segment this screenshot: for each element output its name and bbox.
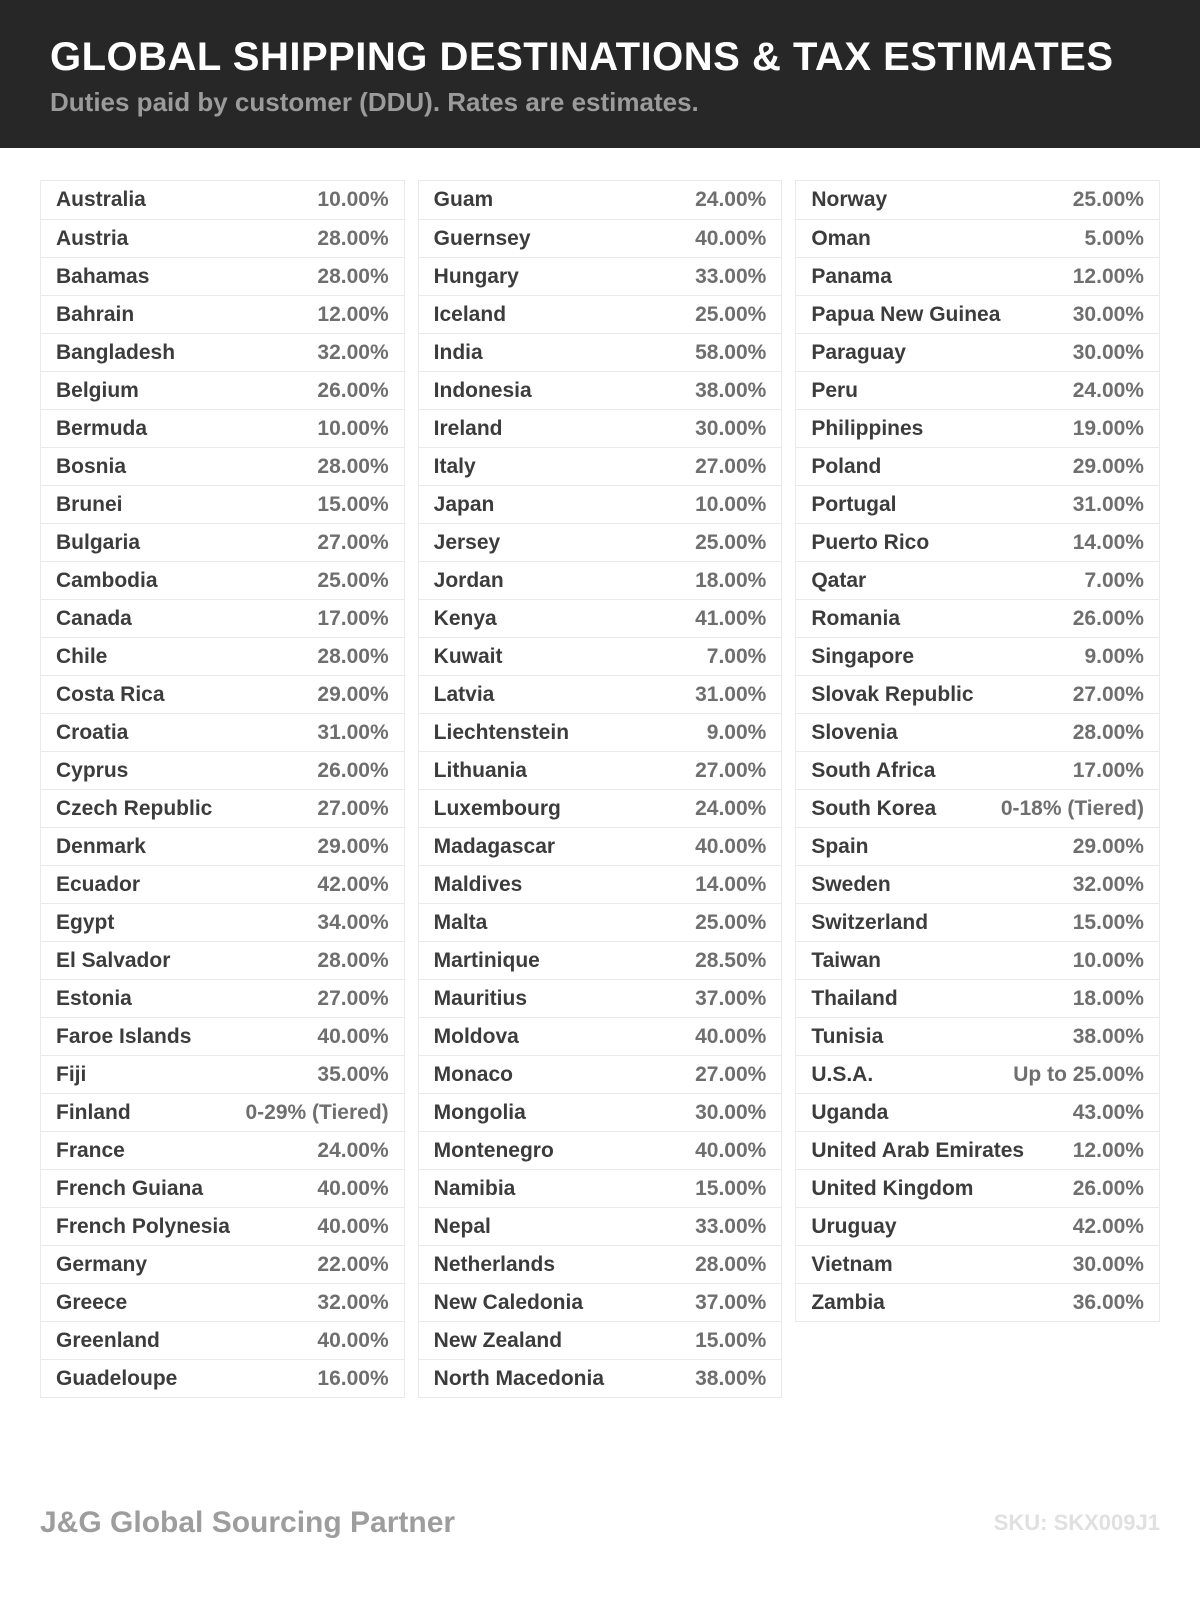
table-row [41,295,404,333]
table-row [419,1017,782,1055]
tax-rate: 27.00% [317,796,389,820]
tax-rate: 24.00% [317,1138,389,1162]
tax-rate: 27.00% [317,530,389,554]
tax-rate: 15.00% [1072,910,1144,934]
table-row [41,485,404,523]
tax-rate: 40.00% [695,834,767,858]
country-name: Oman [811,226,871,250]
tax-rate: 15.00% [317,492,389,516]
tax-rate: 10.00% [317,416,389,440]
table-row [796,789,1159,827]
table-row [419,181,782,219]
tax-rate: 30.00% [695,1100,767,1124]
table-row [41,827,404,865]
tax-rate: 33.00% [695,264,767,288]
country-name: Moldova [433,1024,519,1048]
table-row [41,523,404,561]
country-name: Bahrain [56,302,135,326]
country-name: Egypt [56,910,115,934]
tax-rate: 36.00% [1072,1290,1144,1314]
table-row [419,751,782,789]
country-name: Denmark [56,834,146,858]
table-row [41,561,404,599]
tax-rate: 31.00% [317,720,389,744]
table-row [41,713,404,751]
tax-rate: 28.00% [317,226,389,250]
country-name: Switzerland [811,910,929,934]
country-name: Estonia [56,986,132,1010]
country-name: United Kingdom [811,1176,974,1200]
table-row [419,827,782,865]
table-column-3 [795,180,1160,1322]
tax-rate: 14.00% [1072,530,1144,554]
country-name: Kenya [433,606,497,630]
country-name: Greece [56,1290,128,1314]
tax-rate: 40.00% [317,1024,389,1048]
country-name: Panama [811,264,892,288]
tax-rate: 27.00% [317,986,389,1010]
tax-rate: 29.00% [1072,454,1144,478]
table-row [796,865,1159,903]
country-name: Jordan [433,568,504,592]
table-row [796,371,1159,409]
tax-rate: 28.00% [695,1252,767,1276]
tax-rate: 16.00% [317,1366,389,1390]
country-name: Bangladesh [56,340,176,364]
tax-rate: 17.00% [1072,758,1144,782]
country-name: Singapore [811,644,915,668]
table-row [419,523,782,561]
country-name: Hungary [433,264,519,288]
country-name: Bulgaria [56,530,141,554]
tax-rate: 31.00% [1072,492,1144,516]
table-row [41,1131,404,1169]
country-name: Cyprus [56,758,129,782]
country-name: Guam [433,188,494,211]
tax-rate: 28.00% [317,264,389,288]
table-row [796,257,1159,295]
tax-rate: 32.00% [1072,872,1144,896]
country-name: Madagascar [433,834,556,858]
country-name: French Polynesia [56,1214,230,1238]
tax-rate: 40.00% [695,226,767,250]
tax-rate: 29.00% [317,682,389,706]
country-name: Canada [56,606,132,630]
table-row [796,447,1159,485]
table-row [41,865,404,903]
tax-rate: 43.00% [1072,1100,1144,1124]
country-name: India [433,340,483,364]
table-row [41,675,404,713]
tax-rate: 28.00% [317,644,389,668]
country-name: Chile [56,644,108,668]
table-row [796,1283,1159,1321]
country-name: Peru [811,378,859,402]
table-row [419,1131,782,1169]
table-row [796,637,1159,675]
table-row [419,1321,782,1359]
tax-rate: 12.00% [1072,1138,1144,1162]
table-row [419,789,782,827]
tax-rate: 30.00% [1072,340,1144,364]
tax-rate: 24.00% [1072,378,1144,402]
table-row [796,599,1159,637]
table-row [419,637,782,675]
table-row [419,941,782,979]
country-name: Fiji [56,1062,87,1086]
country-name: Philippines [811,416,924,440]
tax-rate: 30.00% [1072,302,1144,326]
tax-rate: 10.00% [695,492,767,516]
table-row [41,181,404,219]
table-row [419,903,782,941]
tax-rate: 25.00% [695,910,767,934]
country-name: Papua New Guinea [811,302,1001,326]
country-name: New Zealand [433,1328,563,1352]
tax-rate: 14.00% [695,872,767,896]
tax-rate: 0-29% (Tiered) [245,1100,389,1124]
table-row [41,447,404,485]
tax-rate: 15.00% [695,1328,767,1352]
tax-rate: 30.00% [695,416,767,440]
country-name: Costa Rica [56,682,165,706]
table-row [796,1169,1159,1207]
tax-rate: 37.00% [695,1290,767,1314]
country-name: Uganda [811,1100,889,1124]
country-name: Brunei [56,492,123,516]
table-row [796,1093,1159,1131]
country-name: South Korea [811,796,937,820]
tax-rate: 26.00% [317,758,389,782]
country-name: Thailand [811,986,898,1010]
tax-rate: 28.00% [317,948,389,972]
table-row [41,257,404,295]
page-subtitle: Duties paid by customer (DDU). Rates are estimates. [50,87,699,117]
table-row [419,295,782,333]
table-row [796,485,1159,523]
table-row [41,1321,404,1359]
country-name: Mauritius [433,986,527,1010]
table-row [419,409,782,447]
table-row [41,1283,404,1321]
table-row [796,523,1159,561]
tax-rate: 12.00% [1072,264,1144,288]
tax-rate: 10.00% [1072,948,1144,972]
tax-rate: 24.00% [695,796,767,820]
table-row [41,1207,404,1245]
table-row [796,979,1159,1017]
tax-rate: 29.00% [317,834,389,858]
table-row [796,1131,1159,1169]
tax-rate: 28.50% [695,948,767,972]
country-name: Vietnam [811,1252,893,1276]
tax-rate: 38.00% [695,378,767,402]
table-row [796,295,1159,333]
table-row [419,713,782,751]
table-row [419,865,782,903]
country-name: Austria [56,226,129,250]
country-name: Croatia [56,720,129,744]
tax-rate: 19.00% [1072,416,1144,440]
table-row [41,979,404,1017]
tax-rate: 28.00% [1072,720,1144,744]
table-row [796,941,1159,979]
tax-rate: 25.00% [695,302,767,326]
country-name: French Guiana [56,1176,204,1200]
tax-rate: 18.00% [695,568,767,592]
table-row [796,1207,1159,1245]
tax-rate: 35.00% [317,1062,389,1086]
table-row [419,979,782,1017]
table-row [796,751,1159,789]
country-name: Zambia [811,1290,885,1314]
table-row [796,1055,1159,1093]
country-name: Belgium [56,378,139,402]
country-name: Poland [811,454,882,478]
table-row [796,1245,1159,1283]
tax-rate: 26.00% [1072,606,1144,630]
table-row [419,1055,782,1093]
table-column-1 [40,180,405,1398]
table-row [796,827,1159,865]
table-row [419,333,782,371]
table-row [419,1169,782,1207]
country-name: Paraguay [811,340,906,364]
table-row [41,219,404,257]
country-name: Germany [56,1252,148,1276]
table-row [419,1245,782,1283]
tax-rate: 10.00% [317,188,389,211]
tax-rate: 27.00% [695,758,767,782]
country-name: United Arab Emirates [811,1138,1025,1162]
country-name: Indonesia [433,378,532,402]
tax-rate: 40.00% [317,1176,389,1200]
tax-rate: 34.00% [317,910,389,934]
country-name: New Caledonia [433,1290,584,1314]
table-row [419,561,782,599]
country-name: Sweden [811,872,891,896]
country-name: Tunisia [811,1024,884,1048]
country-name: Japan [433,492,495,516]
tax-rate: 40.00% [695,1138,767,1162]
tax-rate: 38.00% [1072,1024,1144,1048]
country-name: Romania [811,606,901,630]
table-row [796,333,1159,371]
country-name: Latvia [433,682,495,706]
tax-rate: 25.00% [1072,188,1144,211]
table-row [41,637,404,675]
tax-rate: 5.00% [1084,226,1144,250]
table-row [41,751,404,789]
table-row [419,485,782,523]
table-row [419,1359,782,1397]
country-name: Kuwait [433,644,503,668]
country-name: Italy [433,454,476,478]
country-name: Nepal [433,1214,491,1238]
tax-rate: 7.00% [706,644,767,668]
tax-rate: 26.00% [317,378,389,402]
country-name: South Africa [811,758,936,782]
country-name: Malta [433,910,488,934]
table-row [796,675,1159,713]
tax-rate: 9.00% [1084,644,1144,668]
tax-rate: 58.00% [695,340,767,364]
country-name: France [56,1138,125,1162]
country-name: El Salvador [56,948,171,972]
country-name: North Macedonia [433,1366,605,1390]
country-name: Mongolia [433,1100,526,1124]
country-name: U.S.A. [811,1062,874,1086]
country-name: Qatar [811,568,867,592]
country-name: Uruguay [811,1214,897,1238]
tax-rate: 12.00% [317,302,389,326]
tax-rate: 26.00% [1072,1176,1144,1200]
table-row [41,409,404,447]
tax-rate: 41.00% [695,606,767,630]
tax-rate: 27.00% [695,454,767,478]
table-row [41,371,404,409]
tax-rate: 30.00% [1072,1252,1144,1276]
country-name: Norway [811,188,888,211]
country-name: Martinique [433,948,540,972]
tax-rate: 40.00% [317,1214,389,1238]
table-row [41,903,404,941]
country-name: Bermuda [56,416,148,440]
tax-rate: 40.00% [695,1024,767,1048]
tax-rate: 42.00% [317,872,389,896]
tax-rate: 28.00% [317,454,389,478]
country-name: Ecuador [56,872,141,896]
brand-name: J&G Global Sourcing Partner [40,1506,456,1539]
tax-rate: 0-18% (Tiered) [1000,796,1144,820]
tax-rate: 24.00% [695,188,767,211]
country-name: Faroe Islands [56,1024,192,1048]
country-name: Netherlands [433,1252,556,1276]
country-name: Namibia [433,1176,516,1200]
country-name: Slovenia [811,720,898,744]
table-row [796,409,1159,447]
tax-rate: Up to 25.00% [1013,1062,1144,1086]
table-row [41,1245,404,1283]
tax-rate: 7.00% [1084,568,1144,592]
table-row [419,1093,782,1131]
tax-rate: 32.00% [317,1290,389,1314]
table-row [796,561,1159,599]
tax-rate: 27.00% [1072,682,1144,706]
table-row [419,447,782,485]
tax-rate: 25.00% [317,568,389,592]
table-row [796,181,1159,219]
page-header [0,0,1200,148]
page-footer [40,1506,1160,1540]
tax-rate: 22.00% [317,1252,389,1276]
tax-rate: 40.00% [317,1328,389,1352]
sku-label: SKU: SKX009J1 [993,1510,1160,1535]
table-row [419,1283,782,1321]
table-row [41,599,404,637]
country-name: Guernsey [433,226,531,250]
tax-rate: 15.00% [695,1176,767,1200]
table-row [41,1093,404,1131]
country-name: Slovak Republic [811,682,974,706]
table-row [41,1055,404,1093]
country-name: Ireland [433,416,503,440]
tax-rate-table [40,180,1160,1398]
tax-rate: 37.00% [695,986,767,1010]
tax-rate: 17.00% [317,606,389,630]
country-name: Lithuania [433,758,527,782]
country-name: Guadeloupe [56,1366,178,1390]
table-row [419,257,782,295]
table-row [419,219,782,257]
country-name: Iceland [433,302,507,326]
country-name: Portugal [811,492,897,516]
table-row [796,713,1159,751]
table-row [41,1169,404,1207]
table-row [41,1017,404,1055]
table-row [41,789,404,827]
country-name: Spain [811,834,869,858]
tax-rate: 25.00% [695,530,767,554]
table-row [41,941,404,979]
table-row [419,675,782,713]
country-name: Czech Republic [56,796,213,820]
table-row [796,219,1159,257]
table-column-2 [418,180,783,1398]
table-row [419,371,782,409]
tax-rate: 38.00% [695,1366,767,1390]
tax-rate: 9.00% [706,720,767,744]
country-name: Luxembourg [433,796,561,820]
tax-rate: 33.00% [695,1214,767,1238]
tax-rate: 18.00% [1072,986,1144,1010]
table-row [796,903,1159,941]
table-row [419,599,782,637]
country-name: Monaco [433,1062,513,1086]
country-name: Taiwan [811,948,881,972]
country-name: Liechtenstein [433,720,570,744]
country-name: Puerto Rico [811,530,930,554]
country-name: Cambodia [56,568,158,592]
country-name: Jersey [433,530,501,554]
country-name: Australia [56,188,146,211]
table-row [796,1017,1159,1055]
country-name: Bosnia [56,454,127,478]
tax-rate: 27.00% [695,1062,767,1086]
country-name: Greenland [56,1328,160,1352]
tax-rate: 42.00% [1072,1214,1144,1238]
table-row [41,1359,404,1397]
country-name: Maldives [433,872,523,896]
table-row [41,333,404,371]
country-name: Bahamas [56,264,150,288]
country-name: Finland [56,1100,131,1124]
tax-rate: 29.00% [1072,834,1144,858]
tax-rate: 32.00% [317,340,389,364]
tax-rate: 31.00% [695,682,767,706]
page-title: GLOBAL SHIPPING DESTINATIONS & TAX ESTIMATES [50,35,1114,79]
country-name: Montenegro [433,1138,554,1162]
table-row [419,1207,782,1245]
